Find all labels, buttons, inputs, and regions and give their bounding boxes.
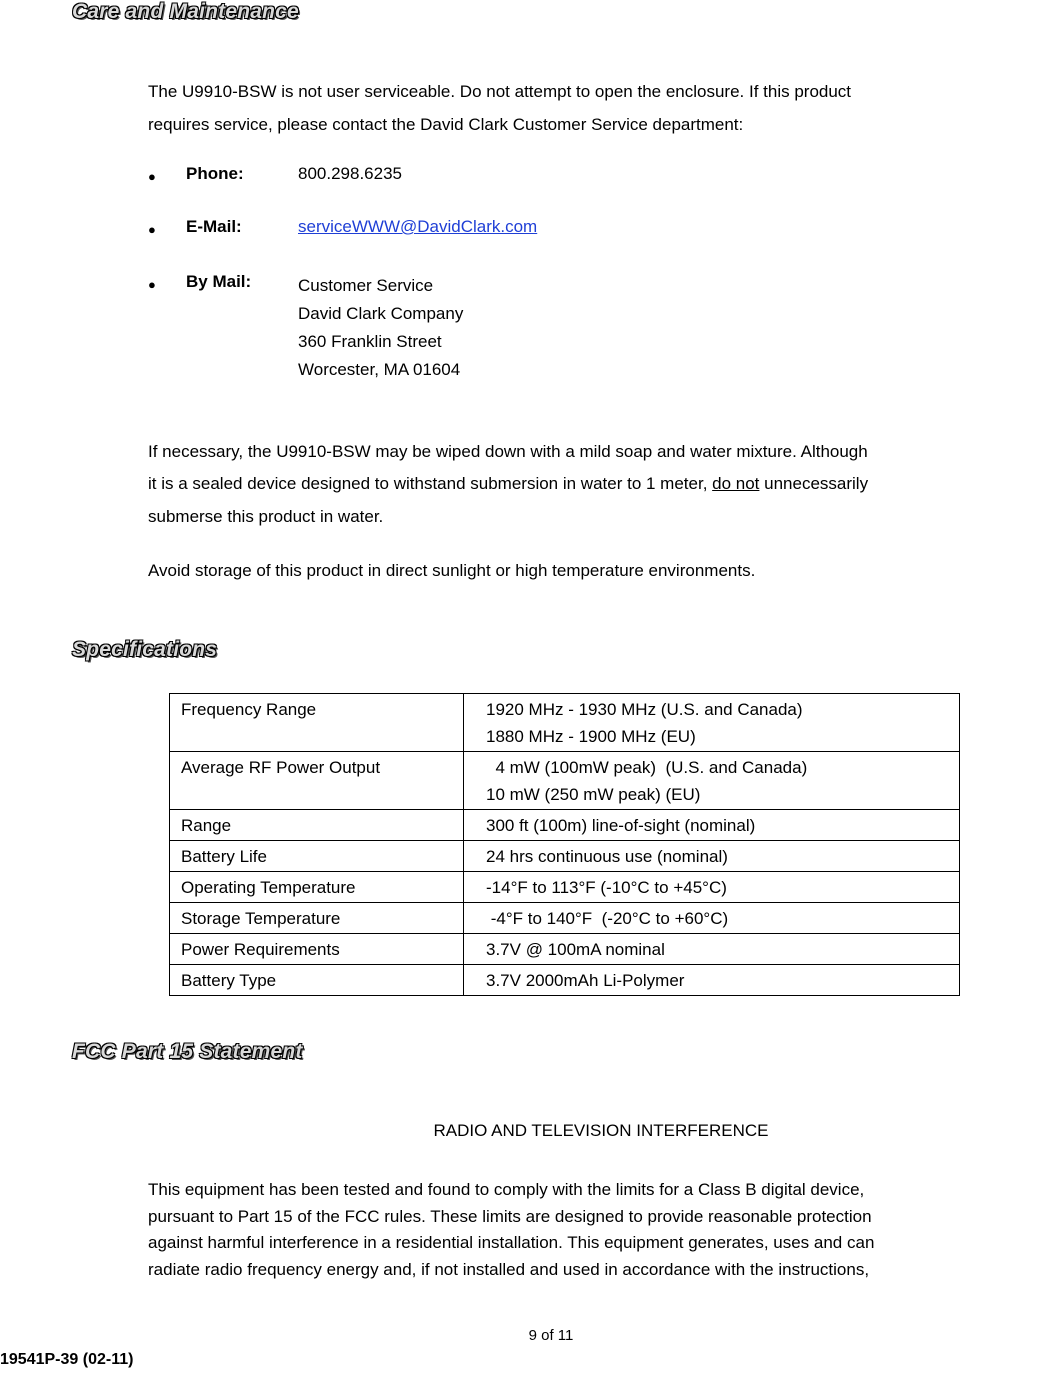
bullet-icon: ● (148, 277, 156, 292)
fcc-paragraph (148, 1177, 874, 1283)
mail-address-line: Customer Service (298, 276, 434, 295)
bullet-icon: ● (148, 222, 156, 237)
page-number (0, 1327, 1052, 1344)
table-row (170, 934, 960, 965)
spec-value-line: 4 mW (100mW peak) (U.S. and Canada) (486, 758, 808, 777)
care-intro-line2: requires service, please contact the David Clark Customer Service department: (148, 115, 744, 134)
table-row (170, 965, 960, 996)
fcc-line: against harmful interference in a residential installation. This equipment generates, uses and can (148, 1233, 875, 1252)
specs-heading: Specifications (72, 638, 218, 661)
spec-value: -4°F to 140°F (-20°C to +60°C) (464, 903, 960, 934)
phone-value: 800.298.6235 (298, 164, 402, 183)
phone-label: Phone: (186, 164, 244, 183)
contact-email (148, 219, 156, 239)
mail-address (298, 272, 463, 384)
care-intro-line1: The U9910-BSW is not user serviceable. Do not attempt to open the enclosure. If this product (148, 82, 852, 101)
spec-name: Frequency Range (170, 694, 464, 752)
table-row (170, 810, 960, 841)
table-row (170, 903, 960, 934)
wipe-line2-post: unnecessarily (759, 474, 869, 493)
table-row (170, 694, 960, 752)
table-row (170, 872, 960, 903)
fcc-line: radiate radio frequency energy and, if not installed and used in accordance with the instructions, (148, 1259, 870, 1279)
spec-value: 300 ft (100m) line-of-sight (nominal) (464, 810, 960, 841)
email-label: E-Mail: (186, 217, 242, 236)
specs-table (169, 693, 960, 996)
mail-address-line: Worcester, MA 01604 (298, 360, 461, 379)
spec-name: Operating Temperature (170, 872, 464, 903)
table-row (170, 752, 960, 810)
spec-name: Average RF Power Output (170, 752, 464, 810)
spec-name: Battery Type (170, 965, 464, 996)
page-number-text: 9 of 11 (528, 1327, 574, 1344)
spec-value: 24 hrs continuous use (nominal) (464, 841, 960, 872)
do-not-emphasis: do not (712, 474, 760, 493)
mail-address-line: David Clark Company (298, 304, 464, 323)
wipe-line2-pre: it is a sealed device designed to withstand submersion in water to 1 meter, (148, 474, 713, 493)
mail-label: By Mail: (186, 272, 252, 291)
spec-value: 3.7V 2000mAh Li-Polymer (464, 965, 960, 996)
storage-note: Avoid storage of this product in direct sunlight or high temperature environments. (148, 561, 756, 580)
spec-name: Storage Temperature (170, 903, 464, 934)
spec-name: Battery Life (170, 841, 464, 872)
table-row (170, 841, 960, 872)
contact-phone (148, 166, 156, 186)
fcc-line: pursuant to Part 15 of the FCC rules. These limits are designed to provide reasonable protection (148, 1206, 872, 1226)
spec-value (464, 752, 960, 810)
spec-value: 3.7V @ 100mA nominal (464, 934, 960, 965)
fcc-line: This equipment has been tested and found to comply with the limits for a Class B digital device, (148, 1180, 865, 1199)
fcc-subheading (0, 1121, 1052, 1141)
spec-value-line: 1880 MHz - 1900 MHz (EU) (486, 727, 696, 746)
spec-value (464, 694, 960, 752)
contact-mail (148, 274, 156, 294)
mail-address-line: 360 Franklin Street (298, 332, 442, 351)
spec-value: -14°F to 113°F (-10°C to +45°C) (464, 872, 960, 903)
spec-value-line: 10 mW (250 mW peak) (EU) (486, 785, 701, 804)
fcc-heading: FCC Part 15 Statement (72, 1040, 303, 1063)
wipe-line2 (148, 469, 868, 498)
wipe-line1: If necessary, the U9910-BSW may be wiped down with a mild soap and water mixture. Although (148, 442, 868, 461)
care-heading: Care and Maintenance (72, 0, 299, 23)
fcc-subheading-text: RADIO AND TELEVISION INTERFERENCE (433, 1121, 769, 1140)
document-code: 19541P-39 (02-11) (0, 1351, 134, 1368)
bullet-icon: ● (148, 169, 156, 184)
spec-name: Range (170, 810, 464, 841)
spec-name: Power Requirements (170, 934, 464, 965)
spec-value-line: 1920 MHz - 1930 MHz (U.S. and Canada) (486, 700, 803, 719)
wipe-line3: submerse this product in water. (148, 507, 384, 526)
email-link[interactable]: serviceWWW@DavidClark.com (298, 217, 538, 236)
